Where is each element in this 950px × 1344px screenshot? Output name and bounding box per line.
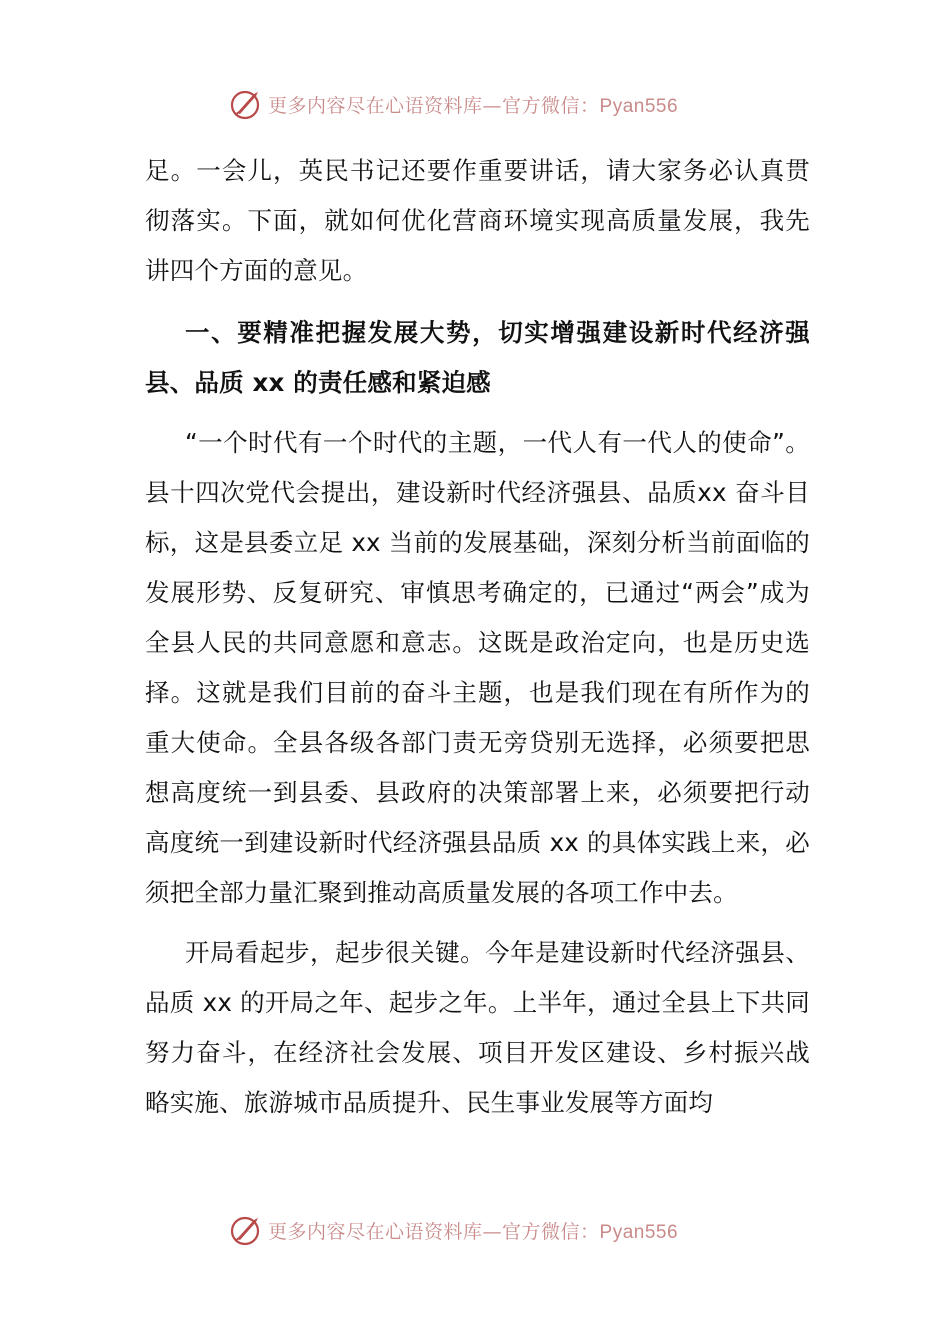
paragraph-intro: 足。一会儿，英民书记还要作重要讲话，请大家务必认真贯彻落实。下面，就如何优化营商环境实现高质量发展，我先讲四个方面的意见。 [145, 156, 810, 285]
paragraph-start: 开局看起步，起步很关键。今年是建设新时代经济强县、品质 xx 的开局之年、起步之年。上半年，通过全县上下共同努力奋斗，在经济社会发展、项目开发区建设、乡村振兴战略实施、旅游城市品质提升、民生事业发展等方面均 [145, 938, 810, 1117]
footer-watermark [228, 1210, 748, 1250]
document-body [145, 146, 810, 1128]
quill-pen-circle-icon [228, 86, 264, 122]
watermark-text: 更多内容尽在心语资料库—官方微信：Pyan556 [268, 94, 679, 117]
section-heading-1: 一、要精准把握发展大势，切实增强建设新时代经济强县、品质 xx 的责任感和紧迫感 [145, 318, 810, 397]
watermark-text: 更多内容尽在心语资料库—官方微信：Pyan556 [268, 1220, 679, 1243]
header-watermark [228, 84, 748, 124]
paragraph-mission: “一个时代有一个时代的主题，一代人有一代人的使命”。县十四次党代会提出，建设新时代经济强县、品质xx 奋斗目标，这是县委立足 xx 当前的发展基础，深刻分析当前面临的发展形势、反复研究、审慎思考确定的，已通过“两会”成为全县人民的共同意愿和意志。这既是政治定向，也是历史选择。这就是我们目前的奋斗主题，也是我们现在有所作为的重大使命。全县各级各部门责无旁贷别无选择，必须要把思想高度统一到县委、县政府的决策部署上来，必须要把行动高度统一到建设新时代经济强县品质 xx 的具体实践上来，必须把全部力量汇聚到推动高质量发展的各项工作中去。 [145, 428, 811, 907]
quill-pen-circle-icon [228, 1212, 264, 1248]
